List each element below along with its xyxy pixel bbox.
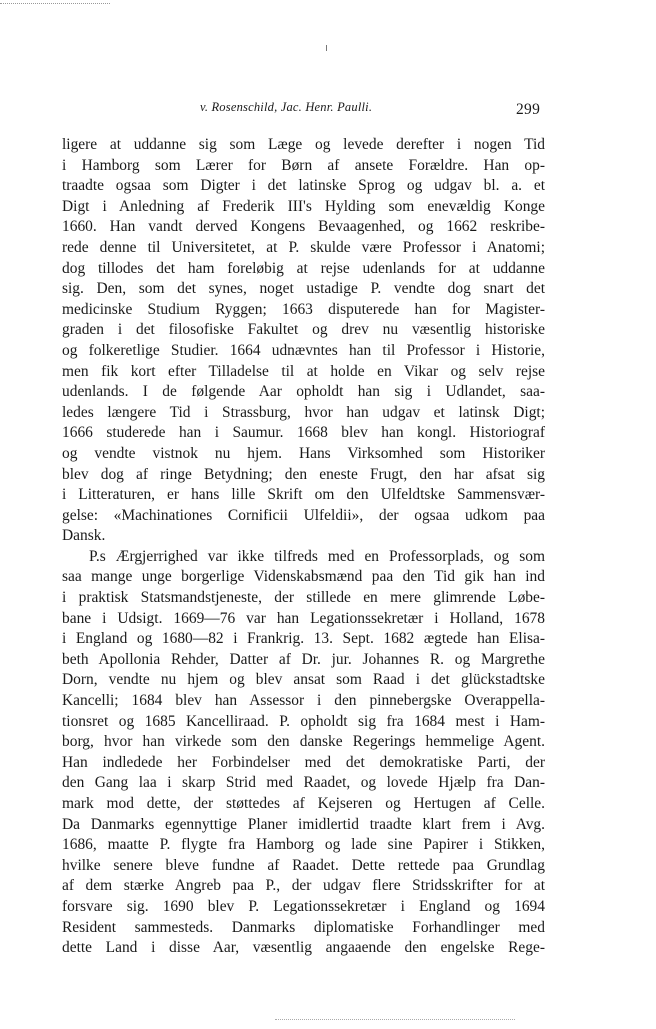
text-line: gelse: «Machinationes Cornificii Ulfeldii», der ogsaa udkom paa <box>62 506 545 524</box>
text-line: bane i Udsigt. 1669—76 var han Legationssekretær i Holland, 1678 <box>62 609 545 627</box>
text-line: men fik kort efter Tilladelse til at holde en Vikar og selv rejse <box>62 362 545 380</box>
top-edge-rule <box>0 3 110 4</box>
text-line: dog tillodes det ham foreløbig at rejse udenlands for at uddanne <box>62 259 545 277</box>
text-line: blev dog af ringe Betydning; den eneste Frugt, den har afsat sig <box>62 465 545 483</box>
text-line: ligere at uddanne sig som Læge og levede derefter i nogen Tid <box>62 136 545 153</box>
text-line: i England og 1680—82 i Frankrig. 13. Sept. 1682 ægtede han Elisa- <box>62 630 545 648</box>
text-line: sig. Den, som det synes, noget ustadige P. vendte dog snart det <box>62 280 545 298</box>
text-line: Kancelli; 1684 blev han Assessor i den pinnebergske Overappella- <box>62 692 545 710</box>
text-line: Dorn, vendte nu hjem og blev ansat som Raad i det glückstadtske <box>62 671 545 689</box>
text-line: udenlands. I de følgende Aar opholdt han sig i Udlandet, saa- <box>62 383 545 401</box>
text-line: af dem stærke Angreb paa P., der udgav flere Stridsskrifter for at <box>62 877 545 895</box>
text-line: graden i det filosofiske Fakultet og drev nu væsentlig historiske <box>62 321 545 339</box>
text-line: i Hamborg som Lærer for Børn af ansete Forældre. Han op- <box>62 156 545 174</box>
running-head: v. Rosenschild, Jac. Henr. Paulli. <box>200 100 373 114</box>
bottom-edge-rule <box>275 1019 515 1020</box>
text-line: beth Apollonia Rehder, Datter af Dr. jur. Johannes R. og Margrethe <box>62 650 545 668</box>
text-line: i praktisk Statsmandstjeneste, der stillede en mere glimrende Løbe- <box>62 589 545 607</box>
text-line: ledes længere Tid i Strassburg, hvor han udgav et latinsk Digt; <box>62 403 545 421</box>
text-line: dette Land i disse Aar, væsentlig angaaende den engelske Rege- <box>62 939 545 957</box>
page-number: 299 <box>516 101 541 118</box>
body-text <box>62 135 545 959</box>
text-line: hvilke senere bleve fundne af Raadet. Dette rettede paa Grundlag <box>62 856 545 874</box>
text-line: borg, hvor han virkede som den danske Regerings hemmelige Agent. <box>62 733 545 751</box>
text-line: og folkeretlige Studier. 1664 udnævntes han til Professor i Historie, <box>62 341 545 359</box>
text-line: forsvare sig. 1690 blev P. Legationssekretær i England og 1694 <box>62 897 545 915</box>
text-line: tionsret og 1685 Kancelliraad. P. opholdt sig fra 1684 mest i Ham- <box>62 712 545 730</box>
text-line: traadte ogsaa som Digter i det latinske Sprog og udgav bl. a. et <box>62 177 545 195</box>
paragraph-end-line: Dansk. <box>62 527 106 545</box>
text-line: Da Danmarks egennyttige Planer imidlertid traadte klart frem i Avg. <box>62 815 545 833</box>
text-line: rede denne til Universitetet, at P. skulde være Professor i Anatomi; <box>62 238 545 256</box>
text-line: i Litteraturen, er hans lille Skrift om den Ulfeldtske Sammensvær- <box>62 486 545 504</box>
text-line: Resident sammesteds. Danmarks diplomatiske Forhandlinger med <box>62 918 545 936</box>
text-line: den Gang laa i skarp Strid med Raadet, og lovede Hjælp fra Dan- <box>62 774 545 792</box>
text-line: medicinske Studium Ryggen; 1663 disputerede han for Magister- <box>62 300 545 318</box>
paragraph-first-line: P.s Ærgjerrighed var ikke tilfreds med en Professorplads, og som <box>89 547 545 565</box>
text-line: saa mange unge borgerlige Videnskabsmænd paa den Tid gik han ind <box>62 568 545 586</box>
text-line: og vendte vistnok nu hjem. Hans Virksomhed som Historiker <box>62 444 545 462</box>
text-line: 1686, maatte P. flygte fra Hamborg og lade sine Papirer i Stikken, <box>62 836 545 854</box>
text-line: mark mod dette, der støttedes af Kejseren og Hertugen af Celle. <box>62 795 545 812</box>
text-line: Han indledede her Forbindelser med det demokratiske Parti, der <box>62 753 545 771</box>
text-line: Digt i Anledning af Frederik III's Hylding som enevældig Konge <box>62 197 545 215</box>
print-speck <box>326 45 327 51</box>
text-line: 1660. Han vandt derved Kongens Bevaagenhed, og 1662 reskribe- <box>62 218 545 236</box>
text-line: 1666 studerede han i Saumur. 1668 blev han kongl. Historiograf <box>62 424 545 442</box>
